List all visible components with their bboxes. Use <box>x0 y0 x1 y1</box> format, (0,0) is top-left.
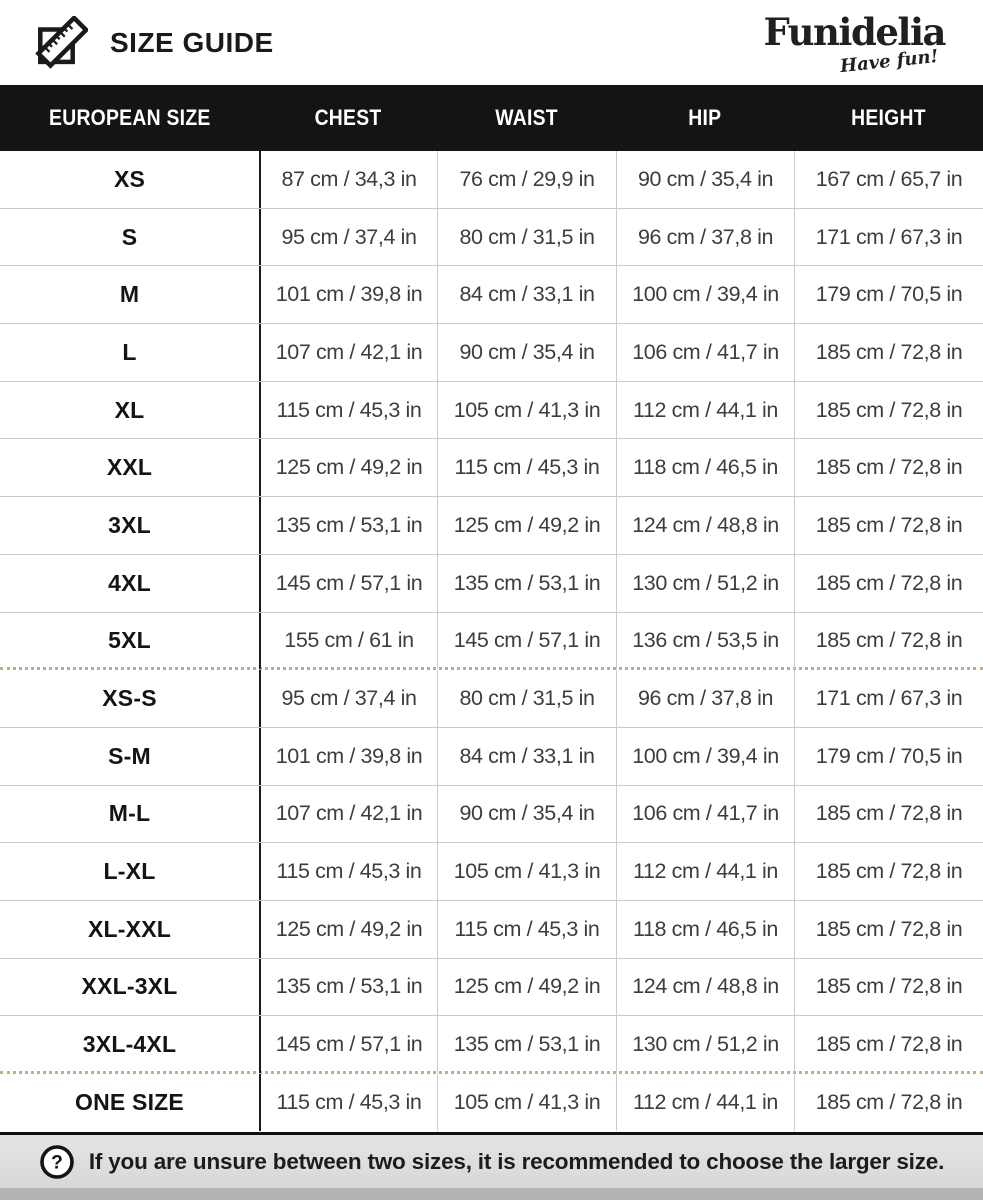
size-label-cell: S-M <box>108 742 151 769</box>
table-row <box>0 208 983 266</box>
table-row <box>0 785 983 843</box>
table-row <box>0 900 983 958</box>
chest-value-cell: 125 cm / 49,2 in <box>259 439 437 496</box>
height-value-cell: 167 cm / 65,7 in <box>794 151 983 208</box>
waist-value-cell: 135 cm / 53,1 in <box>437 1016 616 1073</box>
hip-value-cell: 118 cm / 46,5 in <box>616 901 794 958</box>
footer-note-text: If you are unsure between two sizes, it is recommended to choose the larger size. <box>88 1148 945 1174</box>
table-row <box>0 1015 983 1073</box>
height-value-cell: 185 cm / 72,8 in <box>794 555 983 612</box>
brand-tagline: Have fun! <box>839 45 940 78</box>
height-value-cell: 185 cm / 72,8 in <box>794 497 983 554</box>
height-value-cell: 179 cm / 70,5 in <box>794 728 983 785</box>
column-header-height <box>794 85 983 151</box>
hip-value-cell: 112 cm / 44,1 in <box>616 843 794 900</box>
waist-value-cell: 105 cm / 41,3 in <box>437 843 616 900</box>
hip-value-cell: 112 cm / 44,1 in <box>616 382 794 439</box>
size-label-cell: XL-XXL <box>88 915 171 942</box>
footer-main <box>0 1135 983 1188</box>
height-value-cell: 171 cm / 67,3 in <box>794 670 983 727</box>
chest-value-cell: 87 cm / 34,3 in <box>259 151 437 208</box>
height-value-cell: 185 cm / 72,8 in <box>794 613 983 670</box>
column-header-label: WAIST <box>495 105 558 130</box>
size-label-cell: XXL-3XL <box>81 973 178 1000</box>
size-label-cell: XXL <box>106 454 153 481</box>
table-row <box>0 438 983 496</box>
size-label-cell: S <box>121 223 138 250</box>
size-label-cell: M <box>119 281 140 308</box>
height-value-cell: 179 cm / 70,5 in <box>794 266 983 323</box>
size-label-cell: L-XL <box>103 858 156 885</box>
page-title: SIZE GUIDE <box>110 26 274 58</box>
height-value-cell: 185 cm / 72,8 in <box>794 786 983 843</box>
table-row <box>0 727 983 785</box>
chest-value-cell: 135 cm / 53,1 in <box>259 497 437 554</box>
waist-value-cell: 84 cm / 33,1 in <box>437 728 616 785</box>
table-row <box>0 496 983 554</box>
column-header-label: EUROPEAN SIZE <box>48 105 211 130</box>
size-label-cell: 3XL <box>108 511 151 538</box>
chest-value-cell: 107 cm / 42,1 in <box>259 324 437 381</box>
hip-value-cell: 124 cm / 48,8 in <box>616 497 794 554</box>
height-value-cell: 185 cm / 72,8 in <box>794 1074 983 1131</box>
column-header-hip <box>616 85 794 151</box>
hip-value-cell: 106 cm / 41,7 in <box>616 324 794 381</box>
table-row <box>0 1071 983 1131</box>
waist-value-cell: 145 cm / 57,1 in <box>437 613 616 670</box>
brand-name: Funidelia <box>763 10 945 54</box>
column-header-label: HIP <box>688 105 722 130</box>
height-value-cell: 185 cm / 72,8 in <box>794 959 983 1016</box>
waist-value-cell: 105 cm / 41,3 in <box>437 1074 616 1131</box>
size-label-cell: XL <box>114 396 145 423</box>
hip-value-cell: 118 cm / 46,5 in <box>616 439 794 496</box>
hip-value-cell: 100 cm / 39,4 in <box>616 728 794 785</box>
title-group <box>34 16 274 70</box>
table-row <box>0 842 983 900</box>
waist-value-cell: 105 cm / 41,3 in <box>437 382 616 439</box>
hip-value-cell: 96 cm / 37,8 in <box>616 670 794 727</box>
chest-value-cell: 125 cm / 49,2 in <box>259 901 437 958</box>
chest-value-cell: 115 cm / 45,3 in <box>259 1074 437 1131</box>
footer-note-bar <box>0 1132 983 1200</box>
table-row <box>0 667 983 727</box>
page-header <box>0 0 983 85</box>
column-header-european-size <box>0 85 259 151</box>
table-row <box>0 265 983 323</box>
waist-value-cell: 90 cm / 35,4 in <box>437 786 616 843</box>
height-value-cell: 185 cm / 72,8 in <box>794 439 983 496</box>
chest-value-cell: 95 cm / 37,4 in <box>259 670 437 727</box>
height-value-cell: 185 cm / 72,8 in <box>794 901 983 958</box>
size-label-cell: 3XL-4XL <box>82 1031 177 1058</box>
hip-value-cell: 124 cm / 48,8 in <box>616 959 794 1016</box>
chest-value-cell: 101 cm / 39,8 in <box>259 728 437 785</box>
table-row <box>0 381 983 439</box>
waist-value-cell: 80 cm / 31,5 in <box>437 670 616 727</box>
height-value-cell: 171 cm / 67,3 in <box>794 209 983 266</box>
chest-value-cell: 115 cm / 45,3 in <box>259 382 437 439</box>
waist-value-cell: 90 cm / 35,4 in <box>437 324 616 381</box>
chest-value-cell: 107 cm / 42,1 in <box>259 786 437 843</box>
waist-value-cell: 115 cm / 45,3 in <box>437 439 616 496</box>
height-value-cell: 185 cm / 72,8 in <box>794 324 983 381</box>
size-label-cell: XS-S <box>102 685 157 712</box>
waist-value-cell: 125 cm / 49,2 in <box>437 497 616 554</box>
size-label-cell: L <box>122 338 137 365</box>
table-header-row <box>0 85 983 151</box>
hip-value-cell: 100 cm / 39,4 in <box>616 266 794 323</box>
size-label-cell: 5XL <box>108 627 151 654</box>
height-value-cell: 185 cm / 72,8 in <box>794 1016 983 1073</box>
brand-logo <box>763 10 945 78</box>
hip-value-cell: 136 cm / 53,5 in <box>616 613 794 670</box>
column-header-waist <box>437 85 616 151</box>
chest-value-cell: 135 cm / 53,1 in <box>259 959 437 1016</box>
waist-value-cell: 76 cm / 29,9 in <box>437 151 616 208</box>
table-row <box>0 612 983 670</box>
table-row <box>0 151 983 208</box>
chest-value-cell: 145 cm / 57,1 in <box>259 1016 437 1073</box>
table-row <box>0 958 983 1016</box>
chest-value-cell: 101 cm / 39,8 in <box>259 266 437 323</box>
question-mark-circle-icon <box>39 1144 75 1180</box>
svg-text:?: ? <box>50 1152 63 1174</box>
hip-value-cell: 130 cm / 51,2 in <box>616 1016 794 1073</box>
chest-value-cell: 115 cm / 45,3 in <box>259 843 437 900</box>
ruler-square-icon <box>34 16 88 70</box>
size-label-cell: XS <box>113 165 146 192</box>
height-value-cell: 185 cm / 72,8 in <box>794 843 983 900</box>
waist-value-cell: 135 cm / 53,1 in <box>437 555 616 612</box>
waist-value-cell: 84 cm / 33,1 in <box>437 266 616 323</box>
hip-value-cell: 106 cm / 41,7 in <box>616 786 794 843</box>
hip-value-cell: 112 cm / 44,1 in <box>616 1074 794 1131</box>
column-header-label: CHEST <box>314 105 382 130</box>
chest-value-cell: 145 cm / 57,1 in <box>259 555 437 612</box>
size-label-cell: 4XL <box>108 569 151 596</box>
size-label-cell: M-L <box>108 800 151 827</box>
chest-value-cell: 95 cm / 37,4 in <box>259 209 437 266</box>
waist-value-cell: 115 cm / 45,3 in <box>437 901 616 958</box>
hip-value-cell: 130 cm / 51,2 in <box>616 555 794 612</box>
hip-value-cell: 90 cm / 35,4 in <box>616 151 794 208</box>
size-label-cell: ONE SIZE <box>75 1088 184 1115</box>
column-header-chest <box>259 85 437 151</box>
waist-value-cell: 125 cm / 49,2 in <box>437 959 616 1016</box>
table-body <box>0 151 983 1131</box>
chest-value-cell: 155 cm / 61 in <box>259 613 437 670</box>
hip-value-cell: 96 cm / 37,8 in <box>616 209 794 266</box>
waist-value-cell: 80 cm / 31,5 in <box>437 209 616 266</box>
column-header-label: HEIGHT <box>851 105 926 130</box>
height-value-cell: 185 cm / 72,8 in <box>794 382 983 439</box>
table-row <box>0 554 983 612</box>
table-row <box>0 323 983 381</box>
footer-bottom-strip <box>0 1188 983 1200</box>
